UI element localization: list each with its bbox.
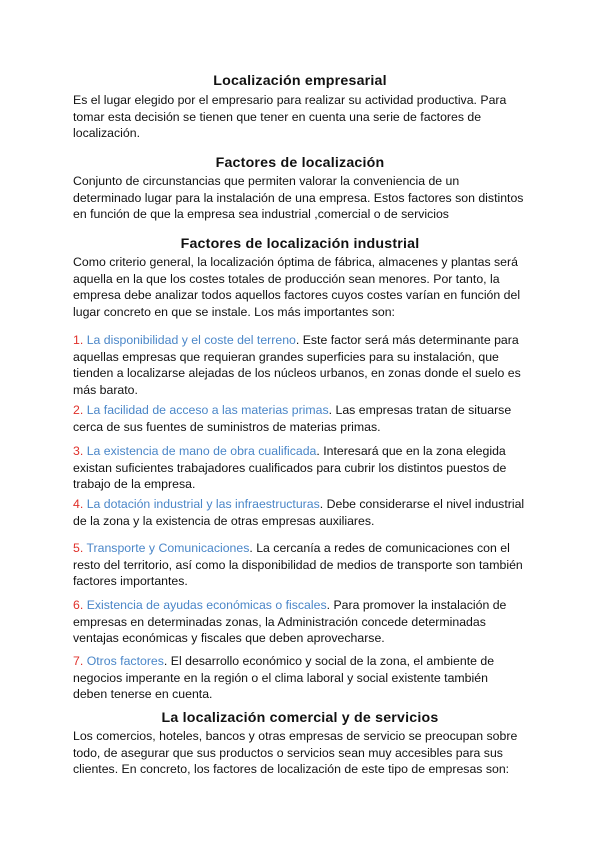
factor-link[interactable]: Otros factores xyxy=(86,654,164,668)
factor-link[interactable]: La disponibilidad y el coste del terreno xyxy=(86,333,296,347)
factor-number: 6. xyxy=(73,598,84,612)
factor-link[interactable]: La facilidad de acceso a las materias primas xyxy=(86,403,329,417)
factor-text: . Para promover la instalación de empresas en determinadas zonas, la Administración concede determinadas ventajas económicas y fiscales que deben aprovecharse. xyxy=(73,598,507,645)
section-body-factores: Conjunto de circunstancias que permiten valorar la conveniencia de un determinado lugar para la instalación de una empresa. Estos factores son distintos en función de que la empresa sea industrial ,comercial o de servicios xyxy=(73,174,524,221)
section-body-industrial: Como criterio general, la localización óptima de fábrica, almacenes y plantas será aquella en la que los costes totales de producción sean menores. Por tanto, la empresa debe analizar todos aquellos factores cuyos costes varían en función del lugar concreto en que se instale. Los más importantes son: xyxy=(73,255,521,319)
factor-link[interactable]: Existencia de ayudas económicas o fiscales xyxy=(86,598,327,612)
factor-item-3 xyxy=(73,443,525,493)
factor-number: 7. xyxy=(73,654,84,668)
factor-number: 4. xyxy=(73,497,84,511)
section-heading-factores: Factores de localización xyxy=(215,155,385,171)
section-body-comercial: Los comercios, hoteles, bancos y otras empresas de servicio se preocupan sobre todo, de asegurar que sus productos o servicios sean muy accesibles para sus clientes. En concreto, los factores de localización de este tipo de empresas son: xyxy=(73,729,518,776)
section-heading-industrial: Factores de localización industrial xyxy=(180,236,420,252)
factor-link[interactable]: La existencia de mano de obra cualificada xyxy=(86,444,317,458)
factor-text: . Interesará que en la zona elegida existan suficientes trabajadores cualificados para cubrir los distintos puestos de trabajo de la empresa. xyxy=(73,444,507,491)
section-heading-comercial: La localización comercial y de servicios xyxy=(161,710,439,726)
factor-item-2 xyxy=(73,402,525,435)
factor-text: . Este factor será más determinante para aquellas empresas que requieran grandes superficies para su instalación, que tienden a localizarse alejadas de los núcleos urbanos, en zonas donde el suelo es más barato. xyxy=(73,333,521,397)
factor-link[interactable]: Transporte y Comunicaciones xyxy=(86,541,250,555)
page-title: Localización empresarial xyxy=(213,73,387,89)
factor-item-6 xyxy=(73,597,525,647)
factor-text: . Debe considerarse el nivel industrial de la zona y la existencia de otras empresas auxiliares. xyxy=(73,497,525,528)
factor-link[interactable]: La dotación industrial y las infraestructuras xyxy=(86,497,320,511)
factor-text: . La cercanía a redes de comunicaciones con el resto del territorio, así como la disponibilidad de medios de transporte son también factores importantes. xyxy=(73,541,523,588)
factor-item-7 xyxy=(73,653,525,703)
factor-number: 5. xyxy=(73,541,84,555)
factor-text: . El desarrollo económico y social de la zona, el ambiente de negocios imperante en la región o el clima laboral y social existente también deben tenerse en cuenta. xyxy=(73,654,495,701)
factor-item-4 xyxy=(73,496,525,529)
factor-number: 1. xyxy=(73,333,84,347)
factor-item-5 xyxy=(73,540,525,590)
intro-paragraph: Es el lugar elegido por el empresario para realizar su actividad productiva. Para tomar esta decisión se tienen que tener en cuenta una serie de factores de localización. xyxy=(73,93,507,140)
factor-number: 2. xyxy=(73,403,84,417)
factor-number: 3. xyxy=(73,444,84,458)
factor-text: . Las empresas tratan de situarse cerca de sus fuentes de suministros de materias primas. xyxy=(73,403,512,434)
factor-item-1 xyxy=(73,332,525,398)
